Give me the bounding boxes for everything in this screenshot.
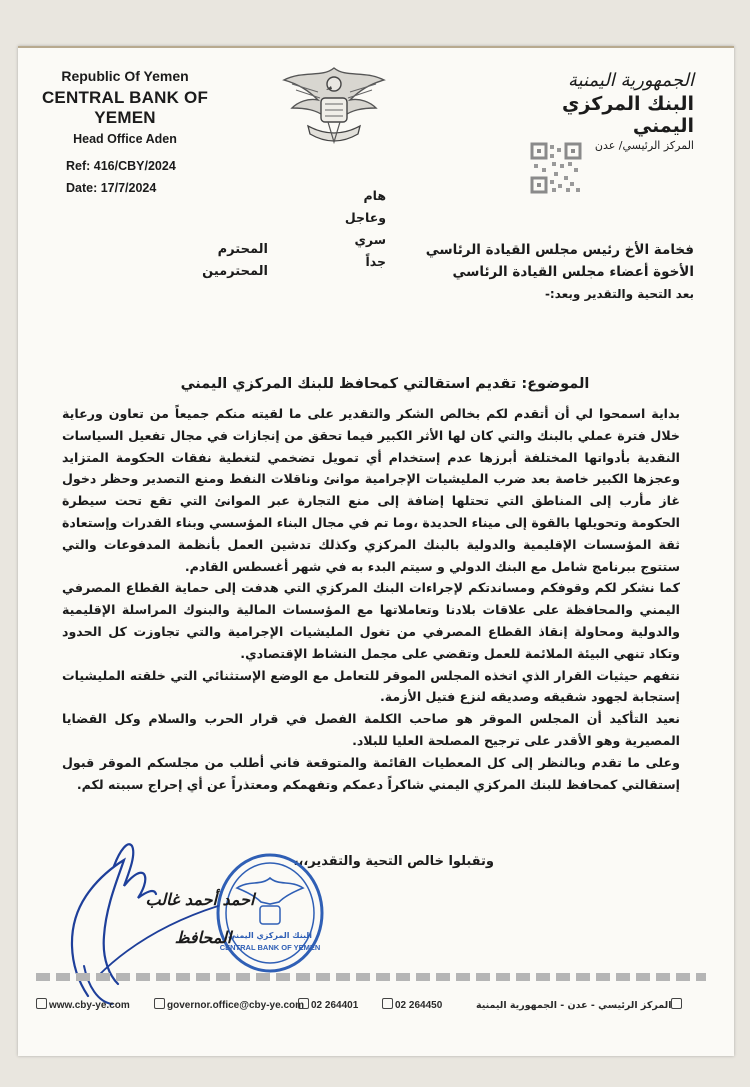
footer-email[interactable]: governor.office@cby-ye.com xyxy=(154,998,304,1011)
reference-number: Ref: 416/CBY/2024 xyxy=(66,159,176,173)
secret-label: سري جداً xyxy=(354,232,386,269)
office-en: Head Office Aden xyxy=(73,132,177,146)
signatory-title: المحافظ xyxy=(174,928,232,947)
honorific-singular: المحترم xyxy=(217,242,268,257)
eagle-emblem-icon xyxy=(278,58,390,154)
body-paragraph: نعيد التأكيد أن المجلس الموقر هو صاحب الكلمة الفصل في قرار الحرب والسلام وكل القضايا المصيرية وهو الأقدر على ترجيح المصلحة العليا للبلاد. xyxy=(62,711,680,748)
body-paragraph: نتفهم حيثيات القرار الذي اتخذه المجلس الموقر للتعامل مع الوضع الإستثنائي التي خلقته المليشيات إستجابة لجهود شقيقه وصديقه لنزع فتيل الأزمة. xyxy=(62,667,680,705)
addressee-block xyxy=(274,239,694,305)
signatory-name: احمد أحمد غالب xyxy=(145,890,255,909)
footer-phone-1: 02 264401 xyxy=(298,998,358,1011)
footer-divider xyxy=(36,970,706,984)
closing-line: وتقبلوا خالص التحية والتقدير،،، xyxy=(293,854,494,869)
honorific-plural: المحترمين xyxy=(202,264,268,279)
footer-website[interactable]: www.cby-ye.com xyxy=(36,998,130,1011)
fax-icon xyxy=(382,998,393,1009)
republic-en: Republic Of Yemen xyxy=(61,68,189,84)
qr-code-icon xyxy=(530,142,582,194)
honorifics xyxy=(178,239,268,283)
english-letterhead xyxy=(30,68,220,146)
bank-name-ar: البنك المركزي اليمني xyxy=(562,93,694,137)
phone-icon xyxy=(298,998,309,1009)
letter-date: Date: 17/7/2024 xyxy=(66,181,157,195)
addressee-president: فخامة الأخ رئيس مجلس القيادة الرئاسي xyxy=(425,242,694,258)
subject-line: الموضوع: تقديم استقالتي كمحافظ للبنك المركزي اليمني xyxy=(180,376,590,392)
bank-stamp-icon xyxy=(215,852,325,974)
bank-name-en: CENTRAL BANK OF YEMEN xyxy=(41,88,209,127)
office-ar: المركز الرئيسي/ عدن xyxy=(594,139,694,152)
greeting: بعد التحية والتقدير وبعد:- xyxy=(544,287,694,301)
stamp-arabic-text: البنك المركزي اليمني xyxy=(227,931,313,940)
addressee-members: الأخوة أعضاء مجلس القيادة الرئاسي xyxy=(452,264,694,280)
letter-body xyxy=(62,403,680,795)
location-pin-icon xyxy=(671,998,682,1009)
footer-phone-2: 02 264450 xyxy=(382,998,442,1011)
footer-address: المركز الرئيسي - عدن - الجمهورية اليمنية xyxy=(476,998,684,1011)
urgent-label: هام وعاجل xyxy=(344,188,386,225)
mail-icon xyxy=(154,998,165,1009)
republic-ar: الجمهورية اليمنية xyxy=(567,70,694,91)
stamp-english-text: CENTRAL BANK OF YEMEN xyxy=(219,943,321,952)
body-paragraph: بداية اسمحوا لي أن أتقدم لكم بخالص الشكر والتقدير على ما لقيته منكم جميعاً من تعاون ورعاية خلال فترة عملي بالبنك والتي كان لها الأثر الكبير فيما تحقق من إنجازات في مجال تفعيل السياسات النقدية بأدواتها المختلفة أبرزها عدم إستخدام أي تمويل تضخمي لتغطية نفقات الحكومة المتزايد وعجزها الكبير خاصة بعد ضرب المليشيات الإجرامية موانئ وناقلات النفط ومنع التصدير وحظر دخول غاز مأرب إلى المناطق التي تحتلها إضافة إلى منع التجارة عبر الموانئ التي تقع تحت سيطرة الحكومة وتحويلها بالقوة إلى ميناء الحديدة ،وما تم في مجال البناء المؤسسي وبناء القدرات وإستعادة ثقة المؤسسات الإقليمية والدولية بالبنك المركزي وكذلك تدشين العمل بأنظمة المدفوعات والتي ستتوج ببرنامج شامل مع البنك الدولي و سيتم البدء به في شهر أغسطس القادم. xyxy=(61,406,680,574)
globe-icon xyxy=(36,998,47,1009)
body-paragraph: كما نشكر لكم وقوفكم ومساندتكم لإجراءات البنك المركزي التي هدفت إلى حماية القطاع المصرفي اليمني والمحافظة على علاقات بلادنا وتعاملاتها مع المؤسسات المالية والبنوك المراسلة الإقليمية والدولية ومحاولة إنقاذ القطاع المصرفي من تغول المليشيات الإجرامية والتي تجاوزت كل الحدود وتكاد تنهي البيئة الملائمة للعمل وتقضي على مجمل النشاط الإقتصادي. xyxy=(62,580,680,661)
body-paragraph: وعلى ما تقدم وبالنظر إلى كل المعطيات القائمة والمتوقعة فاني أطلب من مجلسكم الموقر قبول إستقالتي كمحافظ للبنك المركزي اليمني شاكراً دعمكم وتفهمكم ومعتذراً عن أي إحراج سببته لكم. xyxy=(62,754,680,792)
arabic-letterhead xyxy=(504,70,694,152)
reference-block xyxy=(66,155,176,199)
footer-contact-bar xyxy=(36,996,712,1014)
